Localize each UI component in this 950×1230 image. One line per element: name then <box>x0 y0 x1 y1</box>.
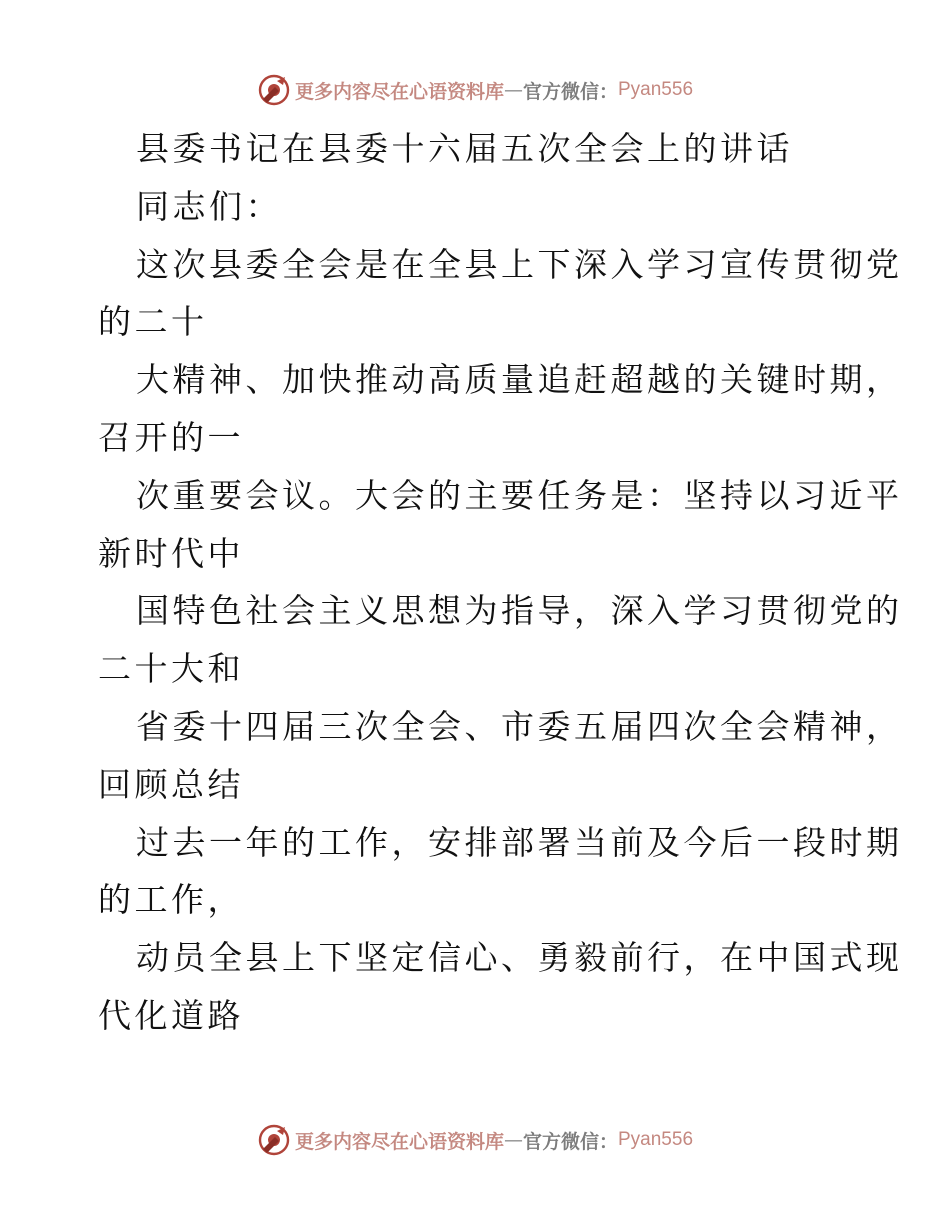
paragraph-line-wrap: 召开的一 <box>98 417 244 457</box>
banner-site-text: 更多内容尽在心语资料库 <box>294 80 504 103</box>
paragraph-line-wrap: 新时代中 <box>98 533 244 573</box>
paragraph-line-wrap: 代化道路 <box>98 995 244 1035</box>
paragraph-line: 动员全县上下坚定信心、勇毅前行，在中国式现 <box>136 938 903 978</box>
paragraph-line-wrap: 的工作， <box>98 880 244 920</box>
banner-wechat-label: 官方微信： <box>522 80 618 103</box>
paragraph-line-wrap: 二十大和 <box>98 649 244 689</box>
document-title: 县委书记在县委十六届五次全会上的讲话 <box>136 129 793 168</box>
document-body <box>98 120 903 1045</box>
paragraph-line: 过去一年的工作，安排部署当前及今后一段时期 <box>136 822 903 862</box>
paragraph-line-wrap: 的二十 <box>98 302 208 342</box>
banner-wechat-id: Pyan556 <box>618 79 694 100</box>
footer-banner <box>0 1120 950 1160</box>
banner-wechat-id: Pyan556 <box>618 1129 694 1150</box>
header-banner <box>0 70 950 110</box>
paragraph-line: 国特色社会主义思想为指导，深入学习贯彻党的 <box>136 591 903 631</box>
paragraph-line: 省委十四届三次全会、市委五届四次全会精神， <box>136 706 903 746</box>
logo-icon <box>257 73 291 107</box>
paragraph-line: 次重要会议。大会的主要任务是：坚持以习近平 <box>136 475 903 515</box>
banner-site-text: 更多内容尽在心语资料库 <box>294 1130 504 1153</box>
paragraph-line: 这次县委全会是在全县上下深入学习宣传贯彻党 <box>136 244 903 284</box>
salutation: 同志们： <box>136 186 282 226</box>
banner-wechat-label: 官方微信： <box>522 1130 618 1153</box>
paragraph-line: 大精神、加快推动高质量追赶超越的关键时期， <box>136 360 903 400</box>
banner-dash: — <box>503 1129 523 1151</box>
paragraph-line-wrap: 回顾总结 <box>98 764 244 804</box>
logo-icon <box>257 1123 291 1157</box>
banner-dash: — <box>503 79 523 101</box>
